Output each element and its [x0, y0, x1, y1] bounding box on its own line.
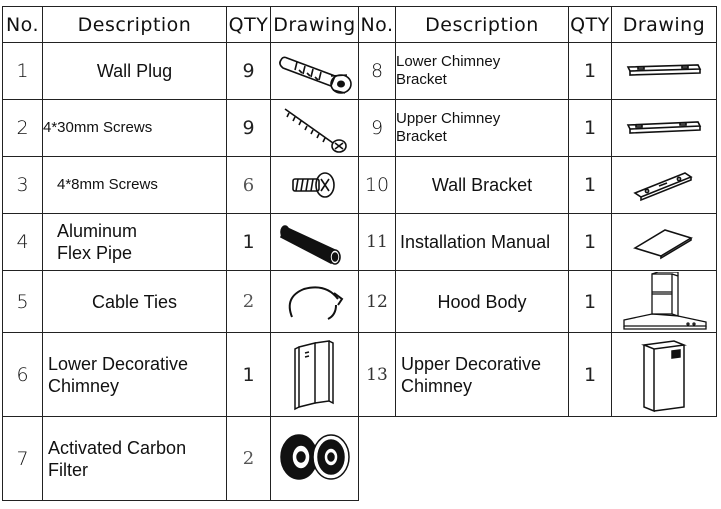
header-row	[3, 7, 717, 43]
table-row	[3, 417, 717, 501]
item-description-line2: Flex Pipe	[57, 243, 133, 263]
item-number: 12	[359, 271, 396, 333]
item-drawing	[612, 333, 717, 417]
item-description-line1: Lower Chimney	[396, 53, 501, 70]
lower-bracket-icon	[612, 59, 716, 83]
upper-bracket-icon	[612, 116, 716, 140]
header-qty: QTY	[227, 7, 271, 43]
item-description-line2: Filter	[48, 459, 88, 480]
item-description-line1: Lower Decorative	[48, 353, 189, 374]
long-screw-icon	[271, 103, 358, 153]
item-qty: 1	[569, 157, 612, 214]
item-number: 11	[359, 214, 396, 271]
table-row	[3, 43, 717, 100]
item-qty: 1	[569, 214, 612, 271]
item-description	[396, 333, 569, 417]
item-description: Wall Plug	[43, 43, 227, 100]
header-drawing: Drawing	[612, 7, 717, 43]
item-qty: 2	[227, 271, 271, 333]
item-drawing	[612, 271, 717, 333]
carbon-filter-icon	[271, 429, 358, 489]
item-drawing	[612, 43, 717, 100]
item-qty: 1	[227, 214, 271, 271]
item-number: 10	[359, 157, 396, 214]
item-description: Installation Manual	[396, 214, 569, 271]
item-description: Cable Ties	[43, 271, 227, 333]
item-drawing	[271, 214, 359, 271]
item-number: 5	[3, 271, 43, 333]
lower-chimney-icon	[271, 337, 358, 413]
upper-chimney-icon	[612, 337, 716, 413]
empty-cell	[359, 417, 717, 501]
item-description: 4*30mm Screws	[43, 100, 227, 157]
item-description	[396, 43, 569, 100]
item-qty: 1	[569, 271, 612, 333]
item-number: 8	[359, 43, 396, 100]
manual-icon	[612, 222, 716, 262]
item-description	[43, 417, 227, 501]
wall-plug-icon	[271, 46, 358, 96]
short-screw-icon	[271, 165, 358, 205]
item-number: 4	[3, 214, 43, 271]
item-number: 7	[3, 417, 43, 501]
item-drawing	[612, 214, 717, 271]
flex-pipe-icon	[271, 217, 358, 267]
item-description: Hood Body	[396, 271, 569, 333]
item-drawing	[612, 157, 717, 214]
item-drawing	[271, 100, 359, 157]
header-description: Description	[396, 7, 569, 43]
cable-tie-icon	[271, 277, 358, 327]
item-description-line2: Bracket	[396, 71, 447, 88]
item-description-line2: Bracket	[396, 128, 447, 145]
item-description-line1: Upper Chimney	[396, 110, 501, 127]
item-qty: 6	[227, 157, 271, 214]
item-qty: 1	[569, 333, 612, 417]
header-no: No.	[3, 7, 43, 43]
item-drawing	[271, 43, 359, 100]
table-row	[3, 157, 717, 214]
table-row	[3, 214, 717, 271]
item-description	[43, 333, 227, 417]
item-number: 6	[3, 333, 43, 417]
item-number: 2	[3, 100, 43, 157]
item-number: 3	[3, 157, 43, 214]
item-description-line1: Aluminum	[57, 221, 138, 241]
item-description: 4*8mm Screws	[43, 157, 227, 214]
header-no: No.	[359, 7, 396, 43]
item-description-line2: Chimney	[401, 375, 473, 396]
item-qty: 1	[569, 100, 612, 157]
item-number: 9	[359, 100, 396, 157]
header-qty: QTY	[569, 7, 612, 43]
item-qty: 1	[569, 43, 612, 100]
parts-table	[2, 6, 717, 501]
item-description: Wall Bracket	[396, 157, 569, 214]
item-qty: 9	[227, 100, 271, 157]
header-drawing: Drawing	[271, 7, 359, 43]
item-description-line2: Chimney	[48, 375, 120, 396]
item-drawing	[271, 333, 359, 417]
item-drawing	[271, 157, 359, 214]
item-drawing	[612, 100, 717, 157]
table-row	[3, 271, 717, 333]
item-number: 13	[359, 333, 396, 417]
item-number: 1	[3, 43, 43, 100]
wall-bracket-icon	[612, 165, 716, 205]
item-drawing	[271, 271, 359, 333]
table-row	[3, 333, 717, 417]
item-drawing	[271, 417, 359, 501]
item-qty: 1	[227, 333, 271, 417]
item-description-line1: Activated Carbon	[48, 437, 187, 458]
item-qty: 9	[227, 43, 271, 100]
header-description: Description	[43, 7, 227, 43]
item-qty: 2	[227, 417, 271, 501]
item-description	[396, 100, 569, 157]
item-description-line1: Upper Decorative	[401, 353, 542, 374]
table-row	[3, 100, 717, 157]
hood-body-icon	[612, 272, 716, 332]
item-description	[43, 214, 227, 271]
